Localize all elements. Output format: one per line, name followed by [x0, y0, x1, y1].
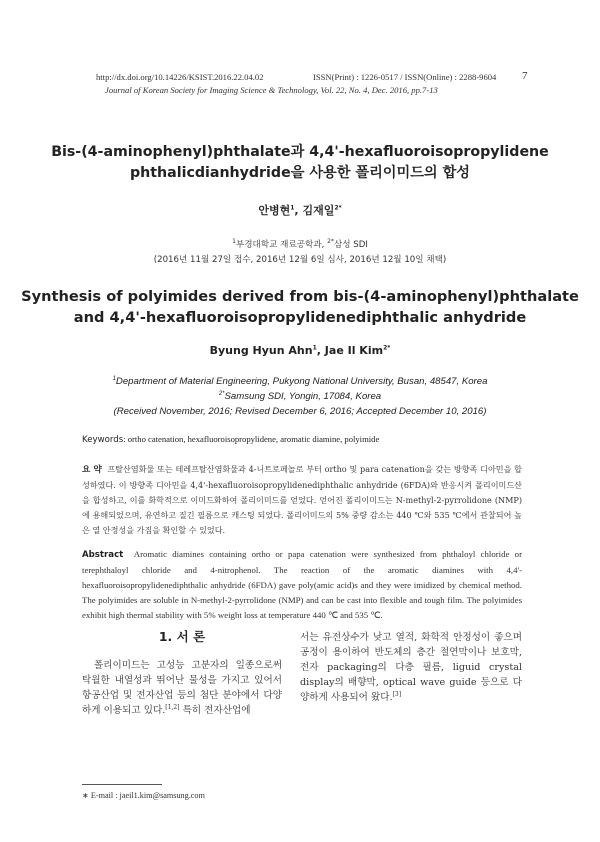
english-author2-sup: 2* — [383, 344, 391, 352]
english-title-line1: Synthesis of polyimides derived from bis-(4-aminophenyl)phthalate — [21, 288, 579, 305]
english-authors — [0, 344, 600, 357]
intro-left-ref[interactable]: [1,2] — [165, 703, 180, 711]
journal-citation: Journal of Korean Society for Imaging Science & Technology, Vol. 22, No. 4, Dec. 2016, pp.7-13 — [105, 85, 438, 95]
english-dates: (Received November, 2016; Revised December 6, 2016; Accepted December 10, 2016) — [113, 406, 487, 417]
section-title-introduction: 1. 서 론 — [158, 629, 206, 644]
intro-right-ref[interactable]: [3] — [392, 690, 402, 698]
intro-left-text2: 특히 전자산업에 — [179, 705, 251, 716]
footnote-rule — [82, 784, 162, 785]
english-aff1-sup: 1 — [112, 375, 116, 382]
korean-abstract — [82, 462, 522, 538]
english-affiliation1 — [0, 376, 600, 387]
english-abstract-label: Abstract — [82, 550, 124, 560]
keywords-text: : ortho catenation, hexafluoroisopropylidene, aromatic diamine, polyimide — [123, 434, 380, 444]
footnote-email: ∗ E-mail : jaeil1.kim@samsung.com — [82, 791, 205, 800]
keywords-label: Keywords — [82, 435, 124, 445]
english-aff2: Samsung SDI, Yongin, 17084, Korea — [224, 391, 382, 402]
korean-aff1: 부경대학교 재료공학과, — [235, 240, 328, 250]
intro-left-column — [82, 658, 282, 718]
english-aff1: Department of Material Engineering, Pukyong National University, Busan, 48547, Korea — [115, 376, 488, 387]
issn: ISSN(Print) : 1226-0517 / ISSN(Online) : 2288-9604 — [313, 72, 497, 82]
korean-title-line1: Bis-(4-aminophenyl)phthalate과 4,4'-hexafluoroisopropylidene — [51, 144, 549, 160]
english-title-line2: and 4,4'-hexafluoroisopropylidenediphthalic anhydride — [73, 309, 527, 326]
korean-author2-sup: 2* — [334, 204, 342, 212]
english-author2: Jae Il Kim — [324, 344, 384, 357]
english-author1: Byung Hyun Ahn — [209, 344, 313, 357]
korean-author-sep: , — [294, 204, 303, 217]
korean-abstract-text: 프탈산염화물 또는 테레프탈산염화물과 4-니트로페놀로 부터 ortho 및 para catenation을 갖는 방향족 디아민을 합성하였다. 이 방향족 디아민을 4,4'-hexafluoroisopropylidenediphthalic anhydride (6FDA)와 반응시켜 폴리이미드산을 합성하고, 이를 화학적으로 이미드화하여 폴리이미드를 얻었다. 얻어진 폴리이미드는 N-methyl-2-pyrrolidone (NMP)에 용해되었으며, 유연하고 질긴 필름으로 캐스팅 되었다. 폴리이미드의 5% 중량 감소는 440 ℃와 535 ℃에서 관찰되어 높은 열 안정성을 가짐을 확인할 수 있었다. — [82, 464, 522, 535]
korean-title-line2: phthalicdianhydride을 사용한 폴리이미드의 합성 — [130, 165, 470, 181]
korean-authors — [0, 202, 600, 218]
english-abstract — [82, 547, 522, 623]
intro-right-text: 서는 유전상수가 낮고 열적, 화학적 안정성이 좋으며 공정이 용이하여 반도체의 층간 절연막이나 보호막, 전자 packaging의 다층 필름, liguid crystal display의 배향막, optical wave guide 등으로 다양하게 사용되어 왔다. — [300, 632, 522, 703]
page-number: 7 — [522, 70, 528, 82]
english-author1-sup: 1 — [312, 344, 317, 352]
korean-aff2: 삼성 SDI — [333, 240, 368, 250]
english-abstract-text: Aromatic diamines containing ortho or papa catenation were synthesized from phthaloyl chloride or terephthaloyl chloride and 4-nitrophenol. The reaction of the aromatic diamines with 4,4'-hexafluoroisopropylidenediphthalic anhydride (6FDA) gave poly(amic acid)s and they were imidized by chemical method. The polyimides are soluble in N-methyl-2-pyrrolidone (NMP) and can be cast into flexible and tough film. The polyimides exhibit high thermal stability with 5% weight loss at temperature 440 ℃ and 535 ℃. — [82, 549, 522, 620]
doi-link[interactable]: http://dx.doi.org/10.14226/KSIST.2016.22.04.02 — [96, 72, 264, 82]
korean-dates: (2016년 11월 27일 접수, 2016년 12월 6일 심사, 2016년 12월 10일 채택) — [153, 255, 447, 265]
korean-author2: 김재일 — [302, 204, 335, 217]
intro-left-text: 폴리이미드는 고성능 고분자의 일종으로써 탁월한 내열성과 뛰어난 물성을 가지고 있어서 항공산업 및 전자산업 등의 첨단 분야에서 다양하게 이용되고 있다. — [82, 660, 282, 716]
english-affiliation2 — [0, 391, 600, 402]
korean-aff2-sup: 2* — [327, 238, 334, 246]
korean-affiliation — [0, 238, 600, 250]
english-author-sep: , — [316, 344, 325, 357]
korean-aff1-sup: 1 — [232, 238, 236, 246]
korean-author1: 안병현 — [258, 204, 291, 217]
korean-abstract-label: 요 약 — [82, 465, 102, 475]
keywords — [82, 434, 522, 445]
intro-right-column — [300, 630, 522, 705]
korean-author1-sup: 1 — [290, 204, 295, 212]
english-aff2-sup: 2* — [218, 390, 225, 397]
